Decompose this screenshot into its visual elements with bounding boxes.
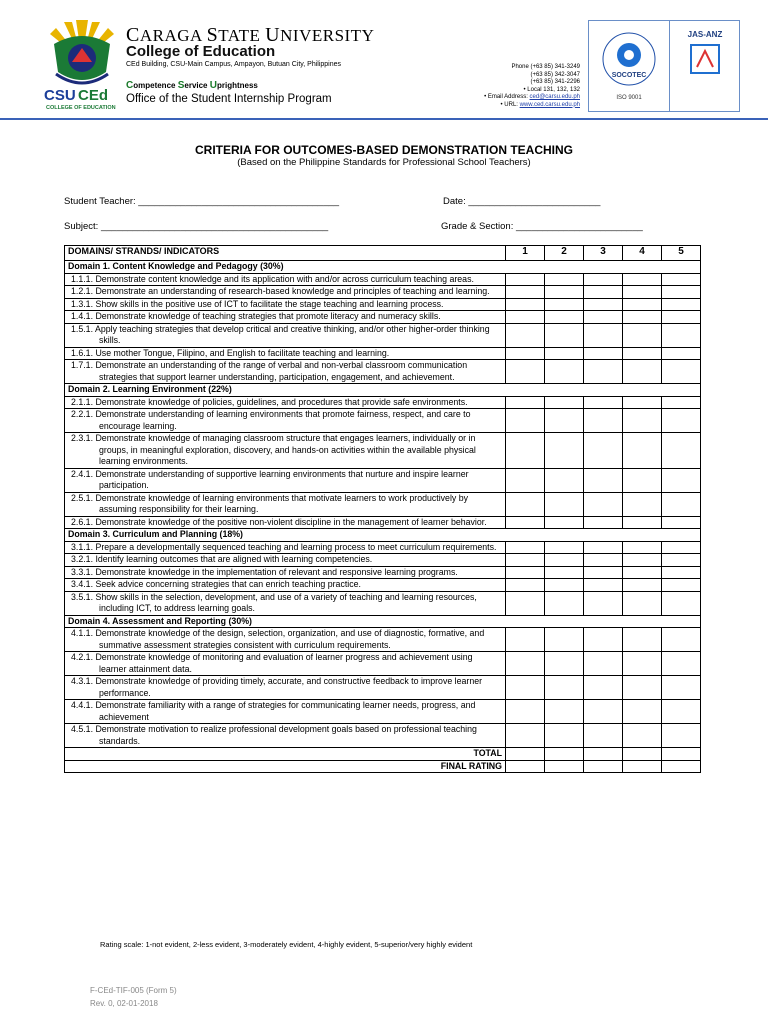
indicator-text: 3.2.1. Identify learning outcomes that are aligned with learning competencies. [71,554,373,564]
rating-cell[interactable] [662,700,701,724]
rating-cell[interactable] [584,273,623,286]
rating-cell[interactable] [623,652,662,676]
indicator-row [65,433,701,469]
grade-section-field[interactable]: Grade & Section: ________________________ [441,221,643,232]
rating-cell[interactable] [584,323,623,347]
domain-title: Domain 1. Content Knowledge and Pedagogy (30%) [65,261,701,274]
email-link[interactable]: ced@carsu.edu.ph [529,94,580,100]
url-link[interactable]: www.ced.carsu.edu.ph [519,101,580,108]
rating-cell[interactable] [584,347,623,360]
rating-cell[interactable] [623,748,662,761]
address: CEd Building, CSU-Main Campus, Ampayon, Butuan City, Philippines [126,61,342,68]
domain-title: Domain 4. Assessment and Reporting (30%) [65,615,701,628]
indicator-text: 3.3.1. Demonstrate knowledge in the implementation of relevant and responsive learning programs. [71,566,458,577]
indicator-row [65,347,701,360]
rating-cell[interactable] [623,396,662,409]
rating-cell[interactable] [584,286,623,299]
rating-cell[interactable] [545,468,584,492]
rating-cell[interactable] [662,323,701,347]
rating-cell[interactable] [584,298,623,311]
rating-cell[interactable] [662,347,701,360]
total-row [65,748,701,761]
domain-title: Domain 2. Learning Environment (22%) [65,384,701,397]
indicator-row [65,566,701,579]
rating-cell[interactable] [506,554,545,567]
indicator-row [65,516,701,529]
rating-cell[interactable] [584,591,623,615]
indicator-row [65,554,701,567]
indicator-cell [65,396,506,409]
rating-cell[interactable] [506,700,545,724]
indicators-header: DOMAINS/ STRANDS/ INDICATORS [65,246,506,261]
rating-cell[interactable] [584,748,623,761]
rating-cell[interactable] [545,700,584,724]
rating-cell[interactable] [623,409,662,433]
rating-cell[interactable] [584,541,623,554]
rating-cell[interactable] [506,591,545,615]
rating-cell[interactable] [623,516,662,529]
rating-cell[interactable] [623,311,662,324]
indicator-cell [65,566,506,579]
indicator-cell [65,591,506,615]
indicator-text: 4.5.1. Demonstrate motivation to realize professional development goals based on professional teaching standards. [71,724,477,746]
local-line: • Local 131, 132, 132 [523,86,580,93]
svg-text:CEd: CEd [78,87,108,104]
indicator-row [65,468,701,492]
rating-cell[interactable] [545,760,584,773]
rating-cell[interactable] [584,700,623,724]
rating-cell[interactable] [506,409,545,433]
indicator-cell [65,323,506,347]
rating-cell[interactable] [545,298,584,311]
rating-cell[interactable] [584,360,623,384]
rating-cell[interactable] [506,298,545,311]
indicator-text: 2.3.1. Demonstrate knowledge of managing classroom structure that engages learners, individually or in groups, in meaningful exploration, discovery, and hands-on activities within the available physical learning environments. [71,433,476,466]
rating-cell[interactable] [623,554,662,567]
rating-cell[interactable] [506,433,545,469]
rating-cell[interactable] [662,554,701,567]
rating-cell[interactable] [584,433,623,469]
indicator-row [65,541,701,554]
indicator-text: 1.7.1. Demonstrate an understanding of the range of verbal and non-verbal classroom communication strategies that support learner understanding, participation, engagement, and achievement. [71,360,468,382]
rating-cell[interactable] [662,628,701,652]
phone-line: (+63 85) 342-3047 [530,71,580,78]
rating-cell[interactable] [623,273,662,286]
indicator-cell [65,724,506,748]
rating-cell[interactable] [506,628,545,652]
indicator-text: 1.2.1. Demonstrate an understanding of research-based knowledge and principles of teaching and learning. [71,286,490,296]
rating-cell[interactable] [623,323,662,347]
rating-cell[interactable] [623,591,662,615]
rating-cell[interactable] [506,311,545,324]
rating-cell[interactable] [584,468,623,492]
rating-cell[interactable] [623,700,662,724]
rating-cell[interactable] [506,566,545,579]
rating-col-header: 2 [545,246,584,261]
rating-cell[interactable] [623,628,662,652]
rating-cell[interactable] [584,516,623,529]
header-divider [0,118,768,120]
rating-cell[interactable] [545,724,584,748]
indicator-cell [65,652,506,676]
rating-cell[interactable] [662,652,701,676]
indicator-text: 2.6.1. Demonstrate knowledge of the positive non-violent discipline in the management of learner behavior. [71,516,487,527]
rating-cell[interactable] [545,541,584,554]
indicator-row [65,286,701,299]
indicator-row [65,676,701,700]
indicator-text: 2.1.1. Demonstrate knowledge of policies, guidelines, and procedures that provide safe environments. [71,396,468,407]
indicator-row [65,311,701,324]
college-name: College of Education [126,43,276,60]
svg-text:SOCOTEC: SOCOTEC [611,72,647,79]
rating-cell[interactable] [506,347,545,360]
rating-cell[interactable] [506,516,545,529]
indicator-text: 4.3.1. Demonstrate knowledge of providing timely, accurate, and constructive feedback to improve learner performance. [71,676,483,698]
url-line: • URL: www.ced.carsu.edu.ph [500,101,580,108]
rating-scale: Rating scale: 1-not evident, 2-less evident, 3-moderately evident, 4-highly evident, 5-superior/very highly evident [100,940,473,949]
indicator-cell [65,700,506,724]
indicator-cell [65,468,506,492]
rating-cell[interactable] [584,492,623,516]
rating-cell[interactable] [662,516,701,529]
rating-cell[interactable] [545,286,584,299]
rating-cell[interactable] [584,396,623,409]
phone-line: Phone (+63 85) 341-3249 [511,64,580,70]
indicator-cell [65,273,506,286]
rating-cell[interactable] [662,286,701,299]
rating-cell[interactable] [545,360,584,384]
date-field[interactable]: Date: _________________________ [443,196,601,207]
rating-cell[interactable] [545,652,584,676]
indicator-cell [65,433,506,469]
rating-cell[interactable] [662,311,701,324]
rating-cell[interactable] [506,323,545,347]
rating-cell[interactable] [662,409,701,433]
rating-cell[interactable] [506,748,545,761]
rating-cell[interactable] [506,724,545,748]
table-body [65,261,701,773]
rating-cell[interactable] [662,492,701,516]
domain-title: Domain 3. Curriculum and Planning (18%) [65,529,701,542]
indicator-row [65,492,701,516]
rating-cell[interactable] [584,760,623,773]
indicator-row [65,360,701,384]
rating-cell[interactable] [623,433,662,469]
office-name: Office of the Student Internship Program [126,93,332,105]
rating-col-header: 5 [662,246,701,261]
rating-cell[interactable] [545,433,584,469]
rating-col-header: 1 [506,246,545,261]
indicator-cell [65,311,506,324]
rating-cell[interactable] [662,396,701,409]
indicator-text: 4.2.1. Demonstrate knowledge of monitoring and evaluation of learner progress and achievement using learner attainment data. [71,652,473,674]
rating-cell[interactable] [662,676,701,700]
table-header-row [65,246,701,261]
rating-cell[interactable] [545,628,584,652]
rating-cell[interactable] [623,566,662,579]
indicator-text: 1.6.1. Use mother Tongue, Filipino, and English to facilitate teaching and learning. [71,347,390,358]
rating-cell[interactable] [662,298,701,311]
rating-cell[interactable] [584,311,623,324]
total-row-label: TOTAL [65,748,506,761]
rating-cell[interactable] [623,492,662,516]
rating-cell[interactable] [506,286,545,299]
form-title: CRITERIA FOR OUTCOMES-BASED DEMONSTRATION TEACHING [195,143,573,157]
rating-cell[interactable] [623,298,662,311]
indicator-cell [65,516,506,529]
rating-cell[interactable] [545,396,584,409]
indicator-cell [65,347,506,360]
svg-text:CSU: CSU [44,87,76,104]
indicator-text: 2.2.1. Demonstrate understanding of learning environments that promote fairness, respect, and care to encourage learning. [71,409,471,431]
indicator-text: 1.3.1. Show skills in the positive use of ICT to facilitate the stage teaching and learning process. [71,298,444,309]
indicator-row [65,652,701,676]
rating-cell[interactable] [545,554,584,567]
indicator-row [65,396,701,409]
rating-cell[interactable] [545,323,584,347]
indicator-row [65,591,701,615]
rating-cell[interactable] [584,652,623,676]
rating-cell[interactable] [623,760,662,773]
final-rating-row-label: FINAL RATING [65,760,506,773]
final-rating-row [65,760,701,773]
rating-cell[interactable] [506,676,545,700]
rating-cell[interactable] [506,396,545,409]
indicator-cell [65,286,506,299]
indicator-row [65,700,701,724]
rating-cell[interactable] [545,409,584,433]
indicator-cell [65,628,506,652]
indicator-row [65,579,701,592]
email-line: • Email Address: ced@carsu.edu.ph [484,94,580,100]
rating-cell[interactable] [623,541,662,554]
form-subtitle: (Based on the Philippine Standards for Professional School Teachers) [237,157,531,168]
indicator-row [65,298,701,311]
rating-cell[interactable] [545,273,584,286]
rating-cell[interactable] [662,541,701,554]
indicator-cell [65,676,506,700]
rating-cell[interactable] [662,468,701,492]
rating-cell[interactable] [623,724,662,748]
rating-cell[interactable] [545,591,584,615]
indicator-text: 1.4.1. Demonstrate knowledge of teaching strategies that promote literacy and numeracy skills. [71,311,441,321]
rating-cell[interactable] [584,579,623,592]
indicator-cell [65,298,506,311]
rating-cell[interactable] [506,492,545,516]
indicator-text: 3.1.1. Prepare a developmentally sequenced teaching and learning process to meet curriculum requirements. [71,541,497,552]
rating-cell[interactable] [545,676,584,700]
csu-ced-logo [42,18,122,114]
rating-cell[interactable] [545,748,584,761]
contact-block [430,64,580,109]
indicator-text: 2.4.1. Demonstrate understanding of supportive learning environments that nurture and inspire learner participation. [71,468,469,490]
rating-cell[interactable] [584,724,623,748]
university-name: CARAGA STATE UNIVERSITY [126,24,375,46]
indicator-cell [65,541,506,554]
rating-cell[interactable] [545,347,584,360]
rating-cell[interactable] [623,286,662,299]
indicator-text: 1.1.1. Demonstrate content knowledge and its application with and/or across curriculum teaching areas. [71,273,474,284]
rating-cell[interactable] [623,360,662,384]
indicator-text: 2.5.1. Demonstrate knowledge of learning environments that motivate learners to work productively by assuming responsibility for their learning. [71,492,469,514]
indicator-text: 4.4.1. Demonstrate familiarity with a range of strategies for communicating learner needs, progress, and achievement [71,700,476,722]
indicator-text: 4.1.1. Demonstrate knowledge of the design, selection, organization, and use of diagnostic, formative, and summative assessment strategies consistent with curriculum requirements. [71,628,485,650]
indicator-text: 1.5.1. Apply teaching strategies that develop critical and creative thinking, and/or other higher-order thinking skills. [71,323,490,345]
rating-cell[interactable] [662,566,701,579]
indicator-cell [65,409,506,433]
form-code: F-CEd-TIF-005 (Form 5) [90,986,177,995]
rating-cell[interactable] [545,579,584,592]
rating-cell[interactable] [545,516,584,529]
svg-text:ISO 9001: ISO 9001 [616,95,642,101]
student-teacher-field[interactable]: Student Teacher: ______________________________________ [64,196,340,207]
indicator-text: 3.5.1. Show skills in the selection, development, and use of a variety of teaching and learning resources, including ICT, to address learning goals. [71,591,477,613]
rating-cell[interactable] [662,579,701,592]
rating-cell[interactable] [662,433,701,469]
rating-cell[interactable] [662,748,701,761]
indicator-cell [65,554,506,567]
rating-col-header: 4 [623,246,662,261]
indicator-cell [65,492,506,516]
rating-cell[interactable] [584,676,623,700]
indicator-cell [65,360,506,384]
rating-cell[interactable] [506,541,545,554]
rating-cell[interactable] [662,273,701,286]
indicator-row [65,628,701,652]
rating-cell[interactable] [623,347,662,360]
indicator-row [65,409,701,433]
indicator-row [65,273,701,286]
domain-row [65,529,701,542]
rating-cell[interactable] [662,591,701,615]
revision: Rev. 0, 02-01-2018 [90,999,158,1008]
rating-table [64,245,701,773]
rating-cell[interactable] [506,273,545,286]
rating-cell[interactable] [506,360,545,384]
rating-cell[interactable] [662,360,701,384]
indicator-cell [65,579,506,592]
rating-cell[interactable] [545,492,584,516]
rating-cell[interactable] [545,311,584,324]
rating-cell[interactable] [584,628,623,652]
rating-cell[interactable] [506,760,545,773]
rating-col-header: 3 [584,246,623,261]
rating-cell[interactable] [545,566,584,579]
rating-cell[interactable] [623,676,662,700]
rating-cell[interactable] [584,554,623,567]
certification-box [588,20,740,112]
rating-cell[interactable] [584,566,623,579]
rating-cell[interactable] [506,468,545,492]
indicator-row [65,323,701,347]
domain-row [65,384,701,397]
rating-cell[interactable] [584,409,623,433]
rating-cell[interactable] [506,652,545,676]
svg-text:JAS-ANZ: JAS-ANZ [687,30,723,39]
rating-cell[interactable] [662,760,701,773]
phone-line: (+63 85) 341-2296 [530,79,580,85]
rating-cell[interactable] [662,724,701,748]
rating-cell[interactable] [623,468,662,492]
motto: Competence Service Uprightness [126,80,258,91]
svg-text:COLLEGE OF EDUCATION: COLLEGE OF EDUCATION [46,105,116,111]
domain-row [65,261,701,274]
rating-cell[interactable] [623,579,662,592]
indicator-row [65,724,701,748]
rating-cell[interactable] [506,579,545,592]
indicator-text: 3.4.1. Seek advice concerning strategies that can enrich teaching practice. [71,579,361,589]
domain-row [65,615,701,628]
subject-field[interactable]: Subject: ___________________________________________ [64,221,329,232]
